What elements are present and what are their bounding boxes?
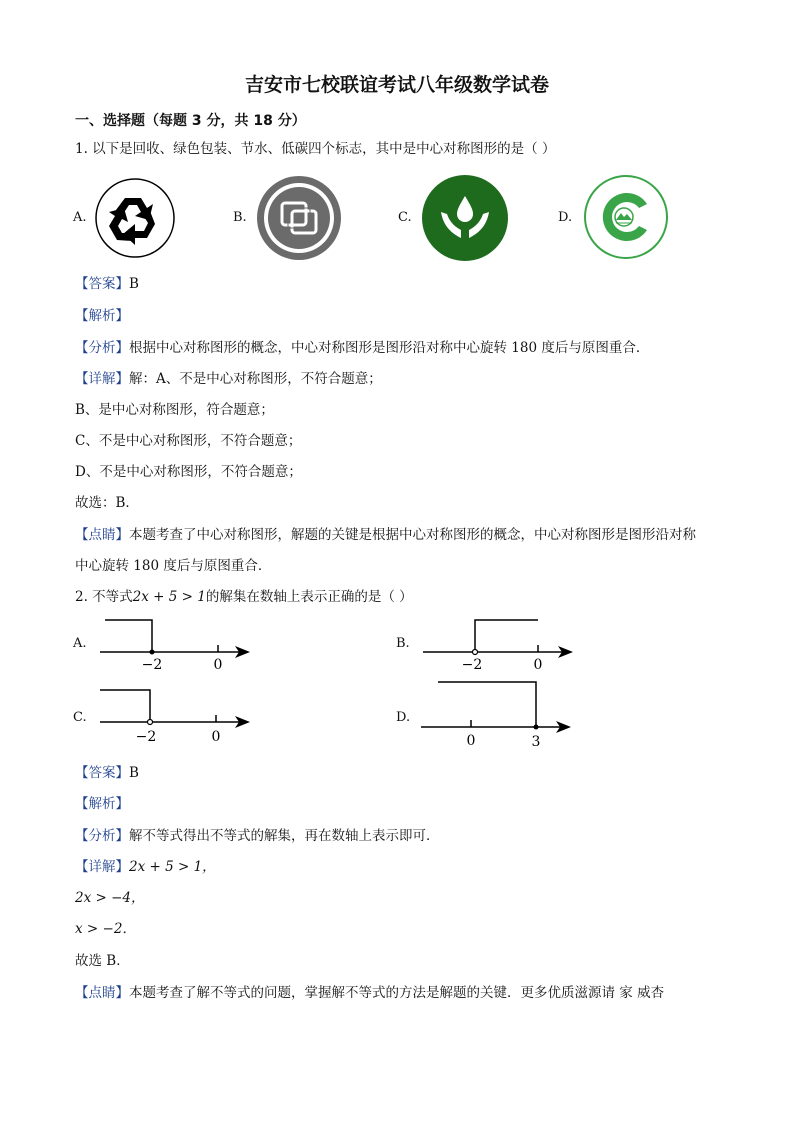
- q2-fenxi: 【分析】解不等式得出不等式的解集，再在数轴上表示即可．: [75, 828, 440, 844]
- q1-stem: 1. 以下是回收、绿色包装、节水、低碳四个标志，其中是中心对称图形的是（ ）: [75, 141, 556, 157]
- q1-xiangjie-4: D、不是中心对称图形，不符合题意；: [75, 464, 302, 480]
- q2-conclusion: 故选 B．: [75, 953, 130, 969]
- tick-label: −2: [135, 729, 157, 745]
- recycle-icon: [95, 178, 175, 262]
- q2-analysis-tag: 【解析】: [75, 796, 129, 812]
- q1-dianjing-1: 【点睛】本题考查了中心对称图形，解题的关键是根据中心对称图形的概念，中心对称图形是图形沿对称: [75, 527, 696, 543]
- q2-step-2: 2x > −4，: [75, 890, 145, 906]
- number-line-c: [95, 685, 255, 745]
- number-line-a: [95, 615, 255, 675]
- q1-xiangjie-3: C、不是中心对称图形，不符合题意；: [75, 433, 302, 449]
- q1-conclusion: 故选：B．: [75, 495, 139, 511]
- tick-label: −2: [141, 657, 163, 673]
- green-package-icon: [256, 175, 342, 265]
- q1-analysis-tag: 【解析】: [75, 308, 129, 324]
- q2-option-d-label: D.: [396, 710, 411, 725]
- tick-label: 0: [211, 729, 221, 745]
- tick-label: 0: [533, 657, 543, 673]
- q1-dianjing-2: 中心旋转 180 度后与原图重合．: [75, 558, 272, 574]
- q1-option-d-label: D.: [558, 210, 573, 225]
- q2-answer: 【答案】B: [75, 765, 139, 781]
- tick-label: 0: [466, 733, 476, 747]
- q1-option-b-label: B.: [233, 210, 247, 225]
- water-saving-icon: [421, 174, 509, 266]
- q2-xiangjie: 【详解】2x + 5 > 1，: [75, 859, 216, 875]
- number-line-b: [418, 615, 578, 675]
- section-heading: 一、选择题（每题 3 分，共 18 分）: [75, 113, 306, 129]
- q1-option-c-label: C.: [398, 210, 412, 225]
- low-carbon-icon: [583, 174, 669, 264]
- q1-xiangjie-1: 【详解】解：A、不是中心对称图形，不符合题意；: [75, 371, 382, 387]
- q2-stem: 2. 不等式2x + 5 > 1的解集在数轴上表示正确的是（ ）: [75, 589, 413, 605]
- q1-xiangjie-2: B、是中心对称图形，符合题意；: [75, 402, 274, 418]
- tick-label: −2: [461, 657, 483, 673]
- q2-dianjing: 【点睛】本题考查了解不等式的问题，掌握解不等式的方法是解题的关键．更多优质滋源请 家 威杏: [75, 985, 665, 1001]
- tick-label: 3: [531, 734, 541, 747]
- page-title: 吉安市七校联谊考试八年级数学试卷: [244, 74, 549, 96]
- q1-answer: 【答案】B: [75, 276, 139, 292]
- tick-label: 0: [213, 657, 223, 673]
- q2-option-c-label: C.: [73, 710, 87, 725]
- number-line-d: [418, 677, 578, 747]
- q1-fenxi: 【分析】根据中心对称图形的概念，中心对称图形是图形沿对称中心旋转 180 度后与原图重合．: [75, 340, 650, 356]
- q2-option-b-label: B.: [396, 636, 410, 651]
- q2-option-a-label: A.: [73, 636, 87, 651]
- q1-option-a-label: A.: [73, 210, 87, 225]
- q2-step-3: x > −2．: [75, 921, 136, 937]
